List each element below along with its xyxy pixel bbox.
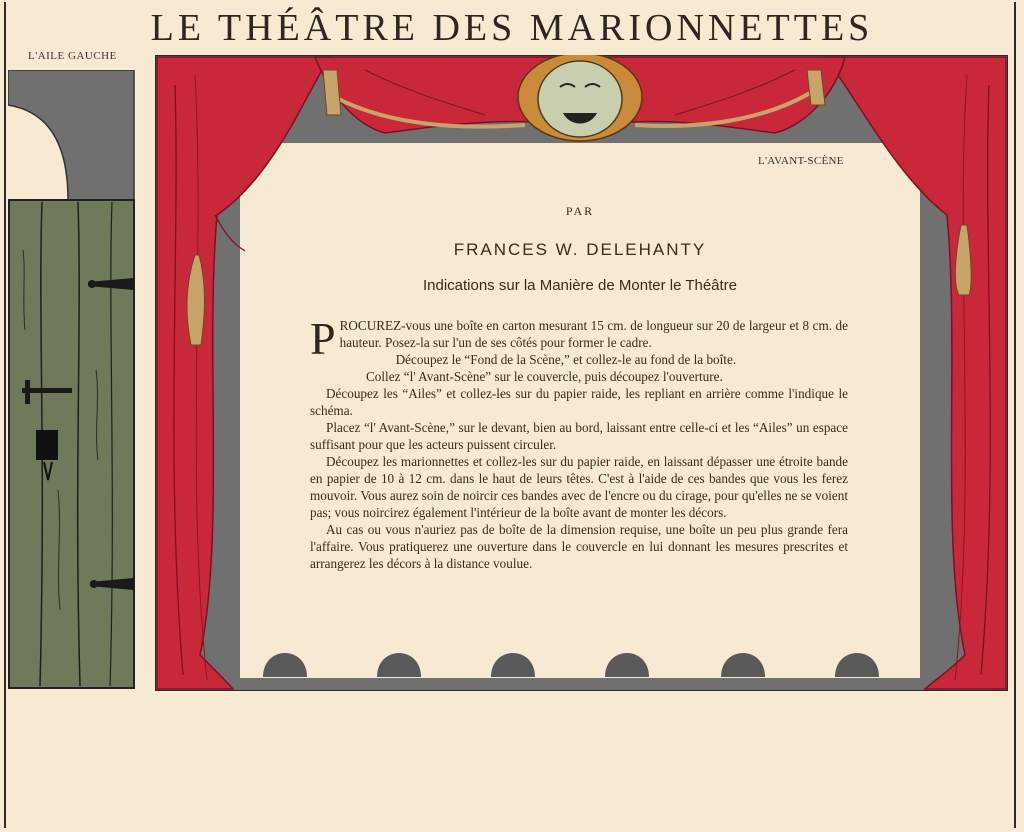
drop-cap: P [310, 313, 336, 364]
instructions-text [310, 313, 848, 572]
avant-scene-label: L'AVANT-SCÈNE [758, 155, 844, 167]
paragraph: PROCUREZ-vous une boîte en carton mesurant 15 cm. de longueur sur 20 de largeur et 8 cm. de hauteur. Posez-la sur l'un de ses côtés pour former le cadre. [310, 313, 848, 364]
left-wing-label: L'AILE GAUCHE [28, 50, 117, 62]
paragraph: Découpez le “Fond de la Scène,” et collez-le au fond de la boîte. [395, 352, 737, 367]
paragraph: Découpez les marionnettes et collez-les sur du papier raide, en laissant dépasser une étroite bande en papier de 10 à 12 cm. dans le haut de leurs têtes. C'est à l'aide de ces bandes que vous les ferez mouvoir. Vous aurez soin de noircir ces bandes avec de l'encre ou du cirage, pour qu'elles ne se voient pas; vous noircirez également l'intérieur de la boîte avant de monter les décors. [310, 454, 848, 520]
page-title: LE THÉÂTRE DES MARIONNETTES [150, 7, 874, 49]
paragraph: Au cas ou vous n'auriez pas de boîte de la dimension requise, une boîte un peu plus grande fera l'affaire. Vous pratiquerez une ouverture dans le couvercle en lui donnant les mesures prescrites et arrangerez les décors à la distance voulue. [310, 522, 848, 571]
left-wing-illustration [8, 70, 136, 690]
paragraph: Collez “l' Avant-Scène” sur le couvercle, puis découpez l'ouverture. [366, 369, 723, 384]
subtitle: Indications sur la Manière de Monter le Théâtre [422, 277, 738, 294]
author-name: FRANCES W. DELEHANTY [453, 240, 707, 259]
byline-par: PAR [565, 204, 595, 218]
paragraph: Placez “l' Avant-Scène,” sur le devant, bien au bord, laissant entre celle-ci et les “Ailes” un espace suffisant pour que les acteurs puissent circuler. [310, 420, 848, 452]
paragraph: Découpez les “Ailes” et collez-les sur du papier raide, les repliant en arrière comme l'indique le schéma. [310, 386, 848, 418]
